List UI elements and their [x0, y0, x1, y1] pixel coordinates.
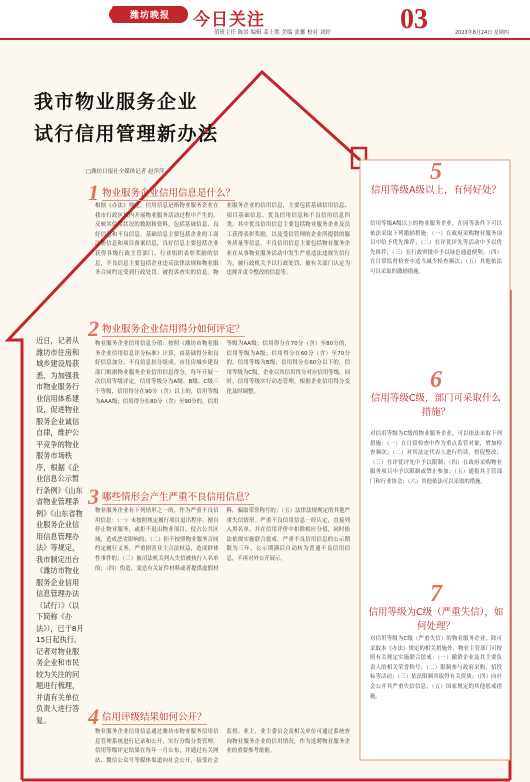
- question-4-heading: [88, 706, 207, 728]
- headline-line-2: 试行信用管理新办法: [34, 123, 219, 145]
- headline-line-1: 我市物业服务企业: [34, 91, 199, 113]
- question-1-body: 根据《办法》规定，信用信息是指物业服务企业在我市行政区域内开展物业服务活动过程中产生的，反映其信用状况的数据和资料，包括基础信息、良好信息和不良信息。基础信息主要包括企业的工商注册信息和项目备案信息，良好信息主要包括企业获得各级行政主管部门、行业组织表彰奖励的信息，不良信息主要包括企业违反法律法规和物业服务合同约定受到行政处罚、被投诉查实的信息。物业服务企业的信用信息，主要包括基础信用信息、项目基础信息、优良信用信息和不良信用信息四类。其中优良信用信息主要包括物业服务企业及员工获得表彰奖励，以及受信管理的企业所提供的服务质量等信息。不良信用信息主要包括物业服务企业在从事物业服务活动中发生严重违法违规失信行为，被行政机关予以行政处罚、被有关部门认定为违规并责令整改的信息等。: [95, 203, 350, 277]
- question-6-heading: [368, 368, 504, 420]
- logo-text: 潍坊晚报: [129, 11, 170, 21]
- question-7-body: 对信用等级为C级（严重失信）的物业服务企业，除可采取本《办法》规定的相关措施外，物业主管部门可按照有关规定实施联合惩戒：（一）撤销企业及其主要负责人的相关荣誉称号；（二）限制参与政府采购、招投标等活动；（三）依法限制其取得有关资质；（四）向社会公开其严重失信信息；（五）国家规定的其他惩戒措施。: [370, 636, 502, 700]
- question-7-number: 7: [430, 581, 442, 607]
- question-5-title: 信用等级A级以上，有何好处？: [371, 185, 501, 196]
- question-3-title: 哪些情形会产生严重不良信用信息？: [102, 489, 254, 505]
- question-6-body: 对信用等级为C级的物业服务企业，可以依法采取下列措施：（一）在日常检查中作为重点监管对象，增加检查频次；（二）对其法定代表人进行约谈，督促整改；（三）在评优评先中予以限制；（四）在政府采购物业服务项目中予以限制或禁止参加；（五）通报其主管部门和行业协会；（六）其他依法可以采取的措施。: [370, 431, 502, 485]
- question-2-title: 物业服务企业信用得分如何评定？: [102, 321, 245, 337]
- question-3-body: 物业服务企业有下列情形之一的，作为严重不良信用信息：（一）未按照规定履行项目退出程序，擅自停止物业服务，或拒不退出物业项目、侵占公共区域，造成恶劣影响的；（二）拒不按照物业服务合同约定履行义务，严重损害业主合法权益，造成群体性事件的；（三）被司法机关列入失信被执行人名单的；（四）伪造、变造有关证件材料或者提供虚假材料，骗取荣誉称号的；（五）法律法规规定的其他严重失信情形。严重不良信用信息一经认定，直接列入黑名单，并在信用评价中扣除相应分值，同时依法依规实施联合惩戒。严重不良信用信息的公示期限为三年，公示期满后自动转为普通不良信用信息，不再对外公开展示。: [95, 508, 350, 572]
- question-4-body: 物业服务企业信用信息通过潍坊市物业服务信用信息管理系统进行记录和公开，实行分级分类管理。信用等级评定结果在每年一月公布，并通过有关网站、微信公众号等媒体渠道向社会公开，接受社会监督。业主、业主委员会及相关单位可通过系统查询物业服务企业的信用情况，作为选聘物业服务企业的重要参考依据。: [95, 729, 350, 764]
- editors-line: 值班主任 陈景 编辑 姜士胜 美编 张馨 校对 刘婷: [214, 30, 331, 36]
- headline: [34, 86, 294, 150]
- question-5-body: 信用等级A级以上的物业服务企业，在同等条件下可以依法采取下列激励措施：（一）在政府采购物业服务项目中给予优先推荐；（二）在评优评先等活动中予以优先推荐；（三）在行政审批中予以绿色通道便利；（四）在日常监督检查中适当减少检查频次；（五）其他依法可以采取的激励措施。: [370, 221, 502, 275]
- section-title: 今日关注: [193, 10, 265, 30]
- question-7-title: 信用等级为C级（严重失信），如何处理？: [368, 607, 504, 632]
- question-3-heading: [88, 486, 254, 508]
- question-6-title: 信用等级C级，部门可采取什么措施？: [370, 393, 502, 418]
- page-number: 03: [400, 4, 428, 35]
- question-4-number: 4: [88, 704, 99, 729]
- question-6-number: 6: [430, 367, 442, 393]
- byline: □潍坊日报社全媒体记者 赵萍萍: [86, 169, 165, 175]
- lead-paragraph: 近日，记者从潍坊市住房和城乡建设局获悉，为加强我市物业服务行业信用体系建设，促进物业服务企业诚信自律，维护公平竞争的物业服务市场秩序，根据《企业信息公示暂行条例》《山东省物业管理条例》《山东省物业服务企业信用信息管理办法》等规定，我市制定出台《潍坊市物业服务企业信用信息管理办法（试行）》（以下简称《办法》），已于8月15日起执行。记者对物业服务企业和市民较为关注的问题进行梳理，并请有关单位负责人进行答复。: [36, 336, 84, 725]
- question-2-number: 2: [88, 316, 99, 341]
- question-5-heading: [368, 160, 504, 198]
- question-7-heading: [368, 582, 504, 634]
- question-5-number: 5: [430, 159, 442, 185]
- question-1-number: 1: [88, 180, 99, 205]
- question-2-body: 物业服务企业信用信息分值：按照《潍坊市物业服务企业信用信息评分标准》计算，由基础得分和良好信息加分、不良信息扣分组成。市住房城乡建设部门根据物业服务企业信用信息得分，每年开展一次信用等级评定，信用等级分为A级、B级、C级三个等级，信用得分在90分（含）以上的，信用等级为AAA级；信用得分在80分（含）至90分的，信用等级为AA级；信用得分在70分（含）至80分的，信用等级为A级；信用得分在60分（含）至70分的，信用等级为B级；信用得分在60分以下的，信用等级为C级。企业以其信用得分对应信用等级。同时，信用等级实行动态管理，根据企业信用得分变化及时调整。: [95, 341, 350, 405]
- question-4-title: 信用评级结果如何公开？: [102, 709, 207, 725]
- question-3-number: 3: [88, 484, 99, 509]
- question-2-heading: [88, 318, 245, 340]
- question-1-heading: [88, 182, 235, 204]
- newspaper-logo: [112, 6, 188, 23]
- question-1-title: 物业服务企业信用信息是什么？: [102, 185, 235, 201]
- masthead: [0, 0, 530, 38]
- publication-date: 2023年8月24日 星期四: [455, 30, 509, 36]
